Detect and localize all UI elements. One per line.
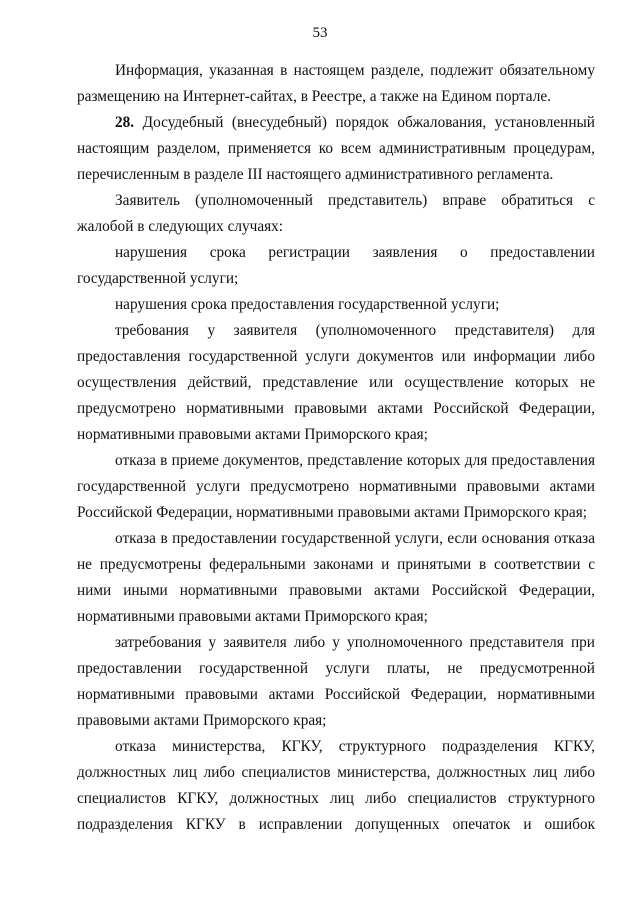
paragraph-case-errors bbox=[77, 734, 595, 838]
paragraph-text: требования у заявителя (уполномоченного представителя) для предоставления государственной услуги документов или информации либо осуществления действий, представление или осуществление которых не предусмотрено нормативными правовыми актами Российской Федерации, нормативными правовыми актами Приморского края; bbox=[77, 322, 595, 443]
page-number: 53 bbox=[312, 25, 328, 41]
paragraph-text: отказа в предоставлении государственной услуги, если основания отказа не предусмотрены федеральными законами и принятыми в соответствии с ними иными нормативными правовыми актами Российской Федерации, нормативными правовыми актами Приморского края; bbox=[77, 530, 595, 625]
paragraph-publication-info bbox=[77, 58, 595, 110]
paragraph-case-documents-demand bbox=[77, 318, 595, 448]
paragraph-case-registration bbox=[77, 240, 595, 292]
paragraph-text: отказа министерства, КГКУ, структурного подразделения КГКУ, должностных лиц либо специалистов министерства, должностных лиц либо специалистов КГКУ, должностных лиц либо специалистов структурного подразделения КГКУ в исправлении допущенных опечаток и ошибок bbox=[77, 738, 595, 833]
paragraph-case-fee bbox=[77, 630, 595, 734]
paragraph-text: отказа в приеме документов, представление которых для предоставления государственной услуги предусмотрено нормативными правовыми актами Российской Федерации, нормативными правовыми актами Приморского края; bbox=[77, 452, 595, 521]
paragraph-case-term bbox=[77, 292, 595, 318]
document-body bbox=[77, 58, 595, 838]
paragraph-case-refusal-acceptance bbox=[77, 448, 595, 526]
paragraph-text: Информация, указанная в настоящем разделе, подлежит обязательному размещению на Интернет-сайтах, в Реестре, а также на Едином портале. bbox=[77, 62, 595, 105]
paragraph-text: затребования у заявителя либо у уполномоченного представителя при предоставлении государственной услуги платы, не предусмотренной нормативными правовыми актами Российской Федерации, нормативными правовыми актами Приморского края; bbox=[77, 634, 595, 729]
paragraph-text: Заявитель (уполномоченный представитель) вправе обратиться с жалобой в следующих случаях: bbox=[77, 192, 595, 235]
paragraph-text: нарушения срока предоставления государственной услуги; bbox=[115, 296, 500, 313]
clause-number: 28. bbox=[115, 114, 135, 131]
paragraph-text: Досудебный (внесудебный) порядок обжалования, установленный настоящим разделом, применяется ко всем административным процедурам, перечисленным в разделе III настоящего административного регламента. bbox=[77, 114, 595, 183]
paragraph-complaint-right bbox=[77, 188, 595, 240]
paragraph-case-refusal-service bbox=[77, 526, 595, 630]
paragraph-section-28 bbox=[77, 110, 595, 188]
paragraph-text: нарушения срока регистрации заявления о предоставлении государственной услуги; bbox=[77, 244, 595, 287]
